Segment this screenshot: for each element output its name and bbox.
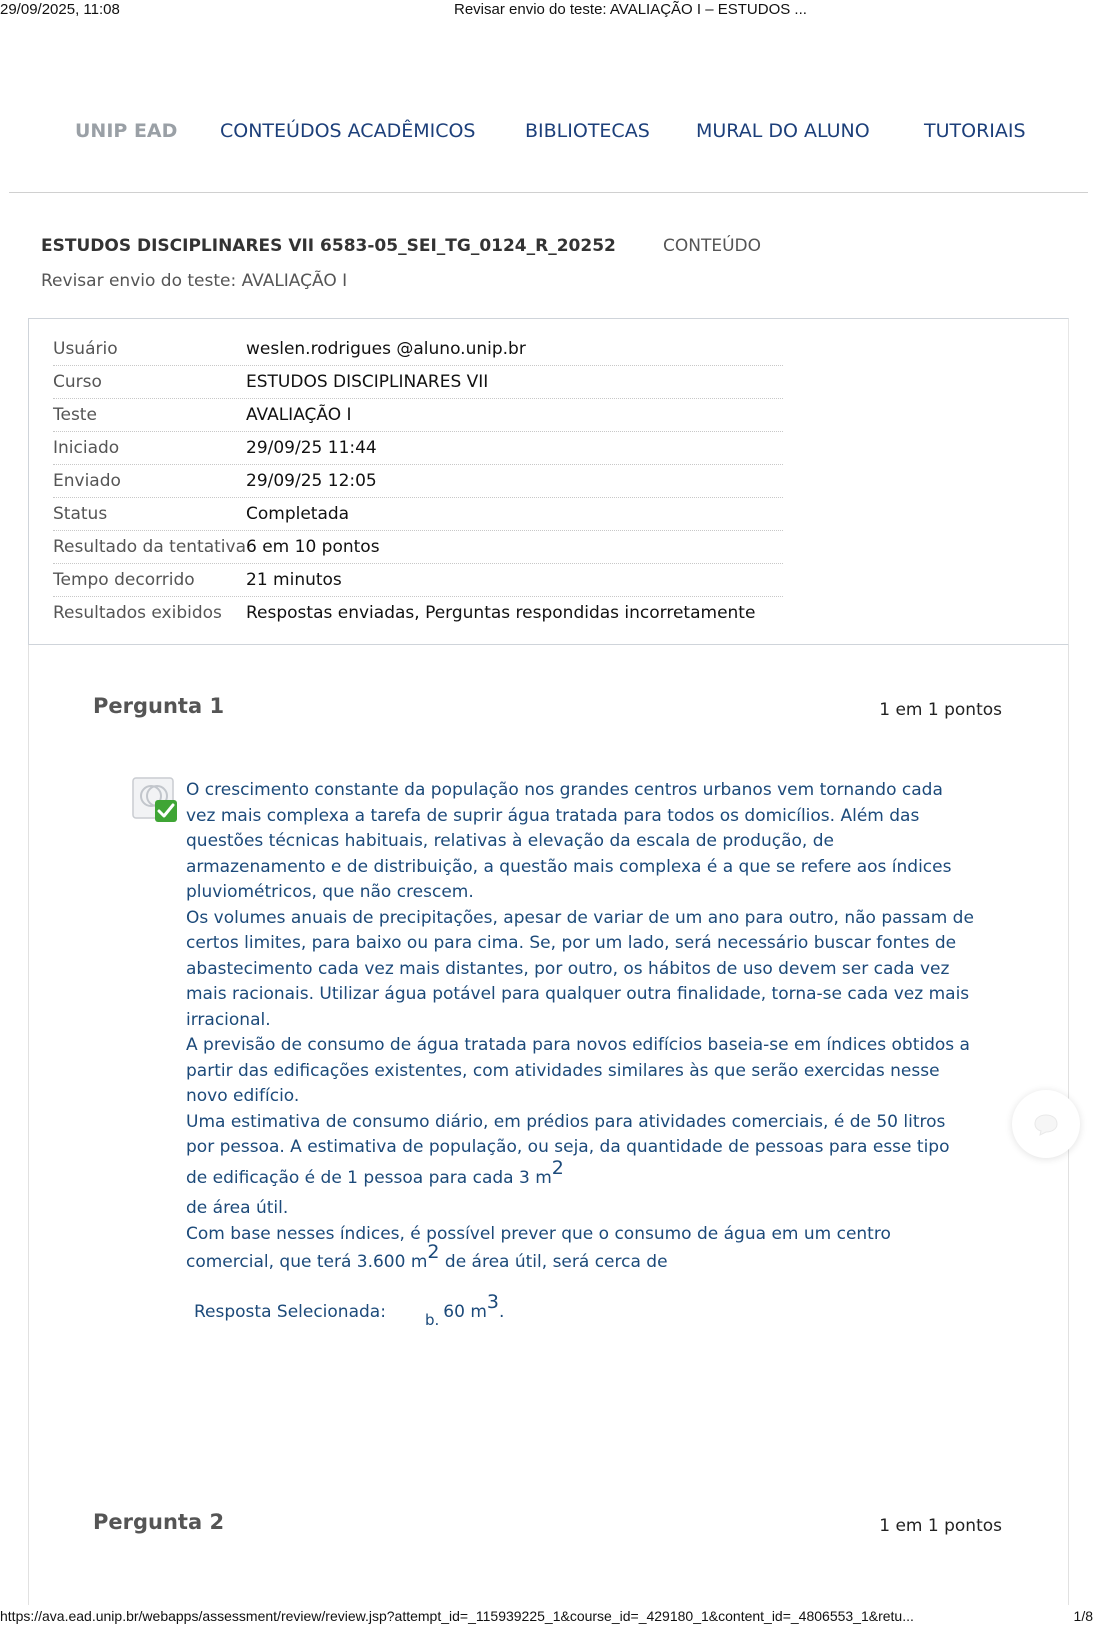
info-value: AVALIAÇÃO I bbox=[246, 405, 352, 425]
info-row-teste bbox=[53, 399, 783, 432]
question-1-text bbox=[186, 778, 976, 1276]
question-paragraph: Os volumes anuais de precipitações, apesar de variar de um ano para outro, não passam de certos limites, para baixo ou para cima. Se, por um lado, será necessário buscar fontes de abastecimento cada vez mais distantes, por outro, os hábitos de uso devem ser cada vez mais racionais. Utilizar água potável para qualquer outra finalidade, torna-se cada vez mais irracional. bbox=[186, 907, 974, 1030]
info-label: Teste bbox=[53, 405, 97, 425]
print-header bbox=[0, 0, 1096, 22]
info-value: Respostas enviadas, Perguntas respondidas incorretamente bbox=[246, 603, 756, 623]
info-label: Tempo decorrido bbox=[53, 570, 195, 590]
question-paragraph bbox=[186, 1156, 976, 1192]
answer-letter: b. bbox=[425, 1311, 440, 1329]
nav-item-tutoriais[interactable]: TUTORIAIS bbox=[924, 120, 1026, 142]
nav-item-conteudos-academicos[interactable]: CONTEÚDOS ACADÊMICOS bbox=[220, 120, 476, 142]
info-row-resultado bbox=[53, 531, 783, 564]
info-label: Status bbox=[53, 504, 108, 524]
info-label: Resultados exibidos bbox=[53, 603, 222, 623]
info-label: Resultado da tentativa bbox=[53, 537, 247, 557]
floating-help-button[interactable] bbox=[1012, 1090, 1080, 1158]
info-label: Enviado bbox=[53, 471, 121, 491]
print-page-number: 1/8 bbox=[1073, 1608, 1093, 1624]
info-row-iniciado bbox=[53, 432, 783, 465]
brand-logo-text: UNIP EAD bbox=[75, 120, 178, 142]
question-paragraph: Uma estimativa de consumo diário, em prédios para atividades comerciais, é de 50 litros por pessoa. A estimativa de população, ou seja, da quantidade de pessoas para esse tipo bbox=[186, 1111, 950, 1157]
page-subtitle: Revisar envio do teste: AVALIAÇÃO I bbox=[41, 271, 348, 291]
selected-answer-label: Resposta Selecionada: bbox=[194, 1302, 386, 1322]
question-2-points: 1 em 1 pontos bbox=[879, 1516, 1002, 1536]
correct-answer-icon bbox=[131, 775, 181, 825]
exponent: 2 bbox=[427, 1241, 440, 1264]
info-value: 29/09/25 11:44 bbox=[246, 438, 377, 458]
nav-item-bibliotecas[interactable]: BIBLIOTECAS bbox=[525, 120, 650, 142]
top-navigation bbox=[0, 116, 1096, 150]
info-value: ESTUDOS DISCIPLINARES VII bbox=[246, 372, 489, 392]
info-label: Curso bbox=[53, 372, 102, 392]
question-2-title: Pergunta 2 bbox=[93, 1510, 225, 1534]
answer-exponent: 3 bbox=[486, 1291, 499, 1314]
print-footer bbox=[0, 1607, 1096, 1627]
info-value: 6 em 10 pontos bbox=[246, 537, 380, 557]
info-value: 29/09/25 12:05 bbox=[246, 471, 377, 491]
info-row-enviado bbox=[53, 465, 783, 498]
info-row-curso bbox=[53, 366, 783, 399]
nav-divider bbox=[9, 192, 1088, 193]
info-row-status bbox=[53, 498, 783, 531]
info-value: 21 minutos bbox=[246, 570, 342, 590]
question-paragraph: A previsão de consumo de água tratada para novos edifícios baseia-se em índices obtidos a partir das edificações existentes, com atividades similares às que serão exercidas nesse novo edifício. bbox=[186, 1035, 970, 1106]
content-border-left bbox=[28, 645, 29, 1605]
print-url: https://ava.ead.unip.br/webapps/assessment/review/review.jsp?attempt_id=_115939225_1&course_id=_429180_1&content_id=_4806553_1&retu... bbox=[0, 1608, 914, 1624]
print-page-title: Revisar envio do teste: AVALIAÇÃO I – ESTUDOS ... bbox=[454, 1, 807, 18]
question-1-title: Pergunta 1 bbox=[93, 694, 225, 718]
question-paragraph: Com base nesses índices, é possível prever que o consumo de água em um centro bbox=[186, 1223, 891, 1244]
question-1-points: 1 em 1 pontos bbox=[879, 700, 1002, 720]
answer-text: 60 m bbox=[443, 1302, 487, 1322]
answer-suffix: . bbox=[499, 1302, 505, 1322]
question-paragraph bbox=[186, 1241, 976, 1276]
info-row-tempo bbox=[53, 564, 783, 597]
chat-bubble-icon bbox=[1031, 1112, 1061, 1136]
info-label: Usuário bbox=[53, 339, 118, 359]
exponent: 2 bbox=[551, 1156, 564, 1179]
question-paragraph: O crescimento constante da população nos grandes centros urbanos vem tornando cada vez mais complexa a tarefa de suprir água tratada para todos os domicílios. Além das questões técnicas habituais, relativas à elevação da escala de produção, de armazenamento e de distribuição, a questão mais complexa é a que se refere aos índices pluviométricos, que não crescem. bbox=[186, 780, 952, 902]
print-datetime: 29/09/2025, 11:08 bbox=[0, 1, 120, 18]
info-label: Iniciado bbox=[53, 438, 120, 458]
attempt-info-panel bbox=[28, 318, 1069, 645]
info-value: weslen.rodrigues @aluno.unip.br bbox=[246, 339, 526, 359]
question-line: comercial, que terá 3.600 m bbox=[186, 1252, 428, 1272]
question-line: de edificação é de 1 pessoa para cada 3 m bbox=[186, 1167, 552, 1188]
selected-answer-value bbox=[425, 1291, 505, 1329]
info-row-usuario bbox=[53, 333, 783, 366]
question-paragraph: de área útil. bbox=[186, 1198, 289, 1218]
course-content-link[interactable]: CONTEÚDO bbox=[663, 236, 762, 256]
question-line: de área útil, será cerca de bbox=[439, 1252, 668, 1272]
course-title: ESTUDOS DISCIPLINARES VII 6583-05_SEI_TG_0124_R_20252 bbox=[41, 236, 616, 256]
nav-item-mural-do-aluno[interactable]: MURAL DO ALUNO bbox=[696, 120, 870, 142]
info-value: Completada bbox=[246, 504, 350, 524]
info-row-resultados-exibidos bbox=[53, 597, 783, 630]
